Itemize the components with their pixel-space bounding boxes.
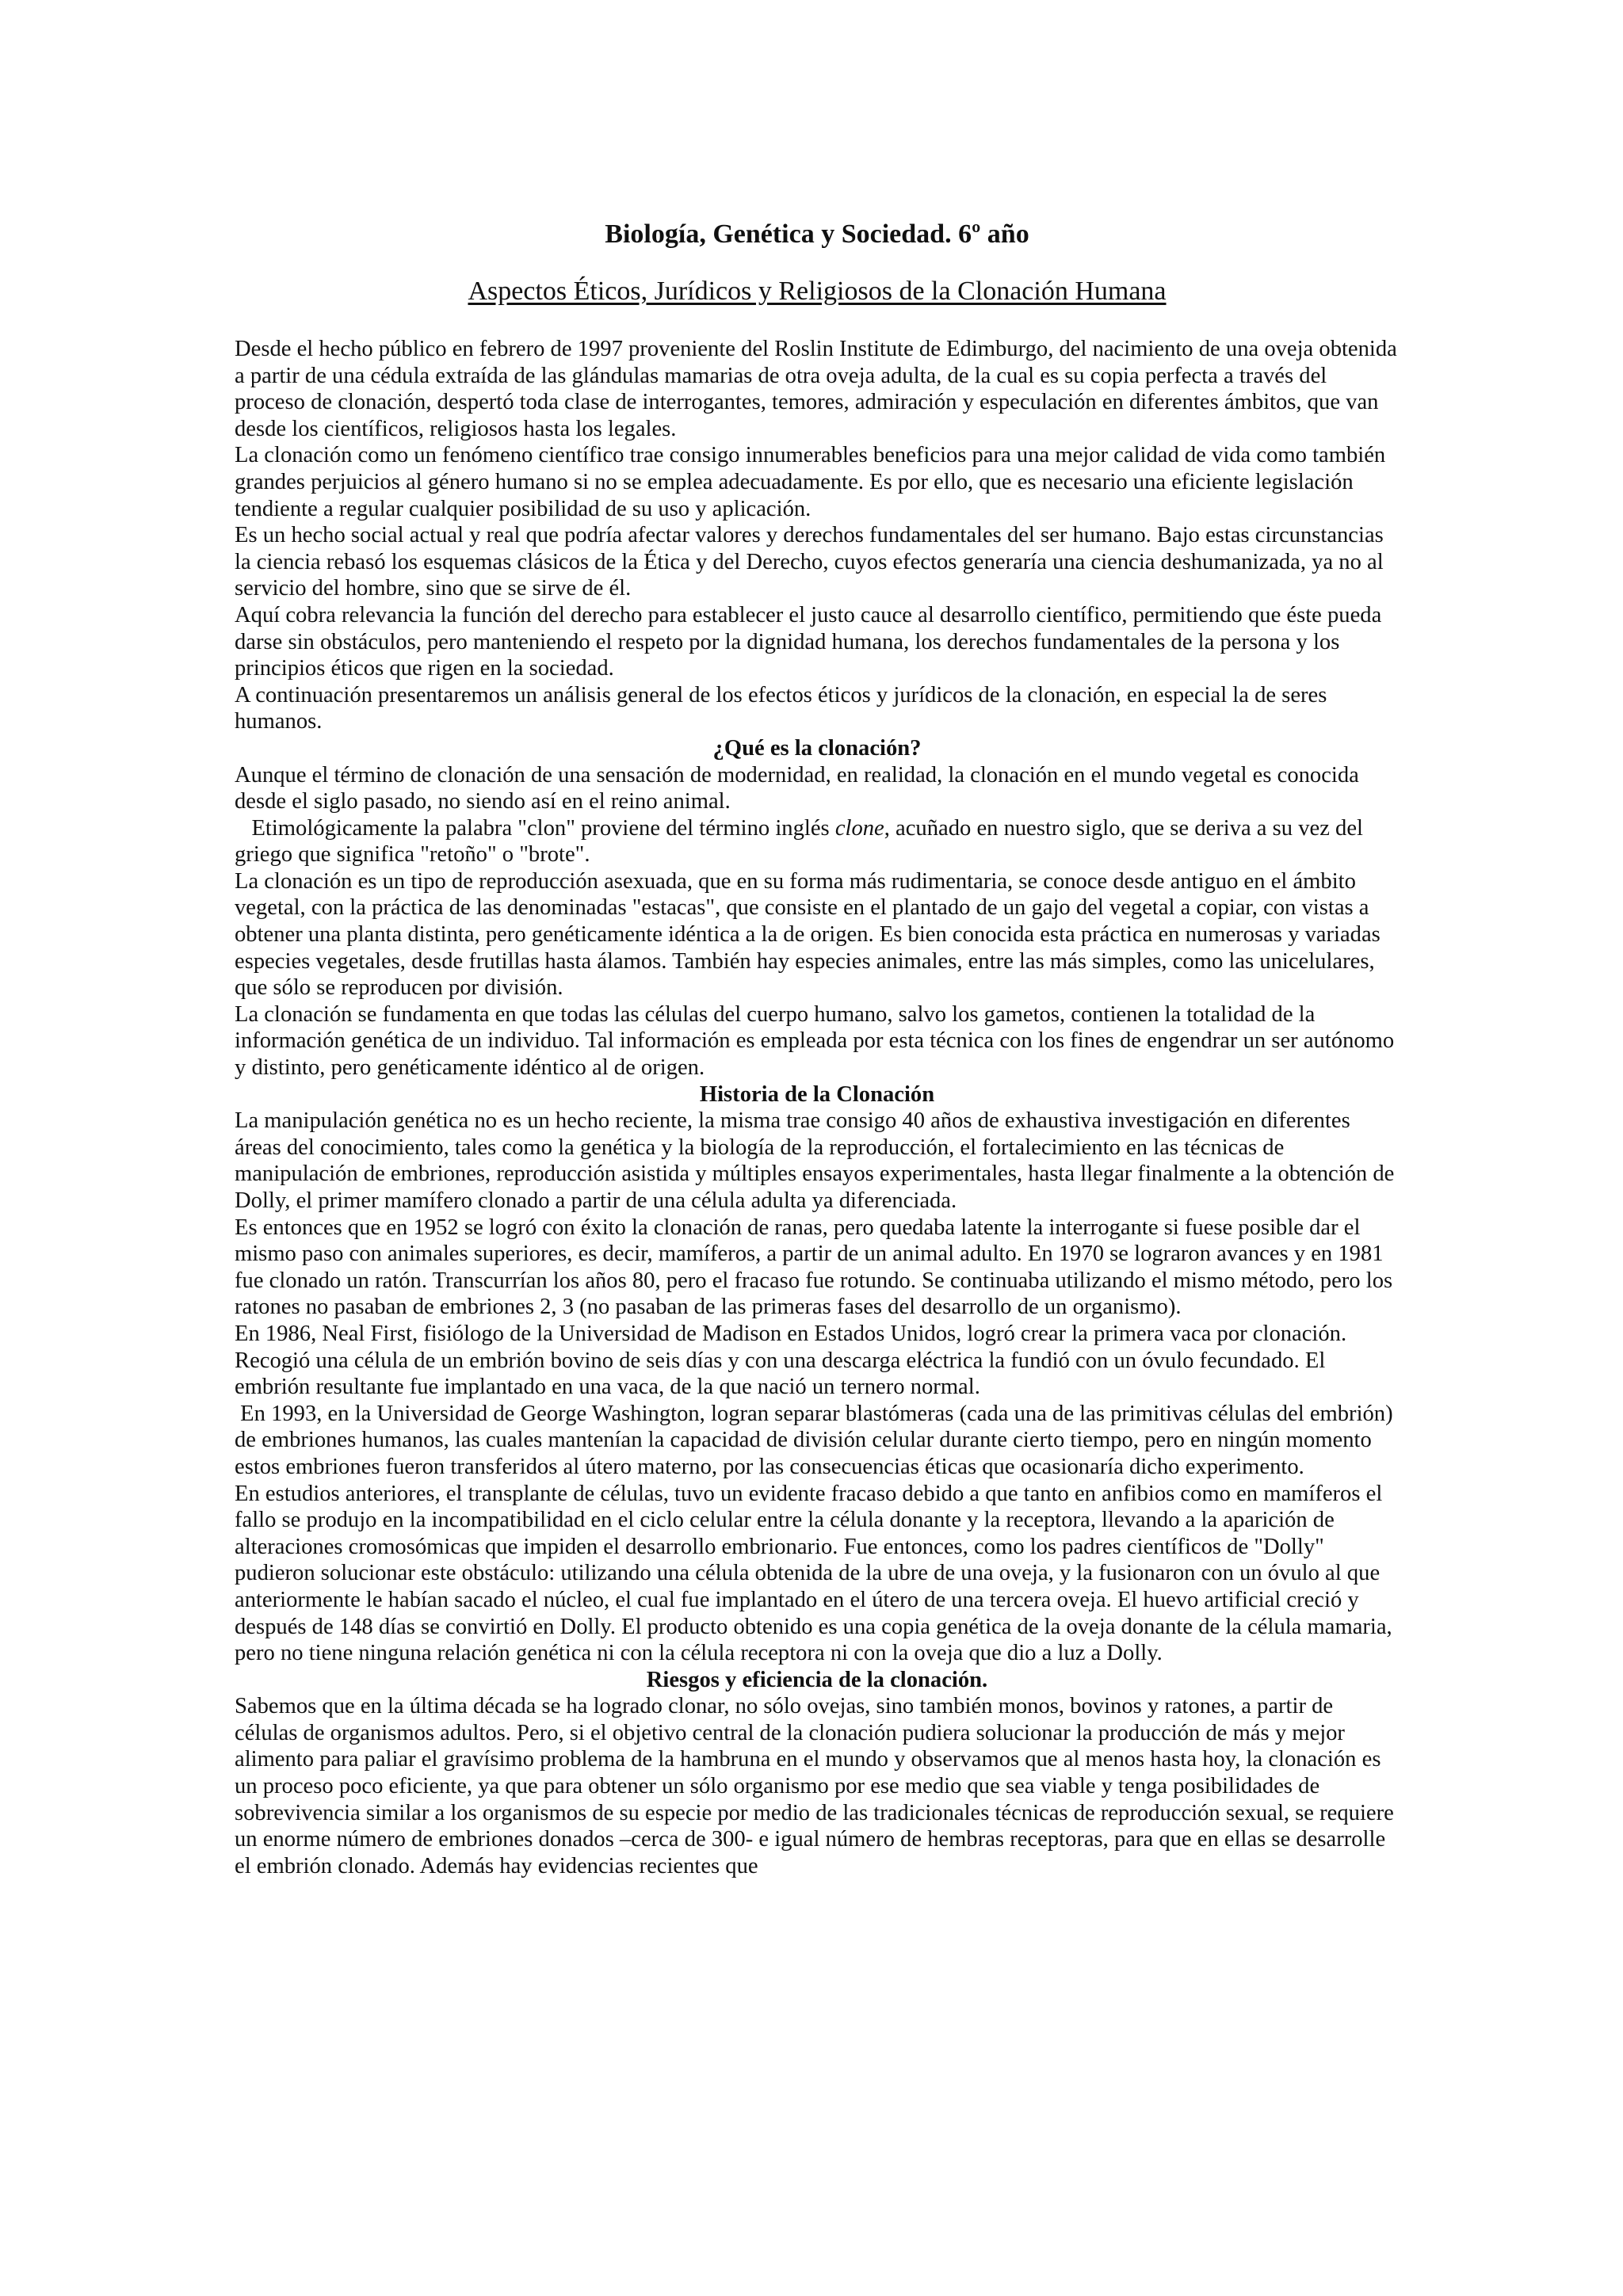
paragraph: Es un hecho social actual y real que podría afectar valores y derechos fundamentales del ser humano. Bajo estas circunstancias la ciencia rebasó los esquemas clásicos de la Ética y del Derecho, cuyos efectos generaría una ciencia deshumanizada, ya no al servicio del hombre, sino que se sirve de él. <box>235 523 1384 601</box>
paragraph: En 1993, en la Universidad de George Washington, logran separar blastómeras (cada una de las primitivas células del embrión) de embriones humanos, las cuales mantenían la capacidad de división celular durante cierto tiempo, pero en ningún momento estos embriones fueron transferidos al útero materno, por las consecuencias éticas que ocasionaría dicho experimento. <box>235 1401 1399 1479</box>
paragraph-text: , acuñado en nuestro siglo, que se deriva a su vez del griego que significa "retoño" o "brote". <box>235 815 1363 868</box>
paragraph: La manipulación genética no es un hecho reciente, la misma trae consigo 40 años de exhaustiva investigación en diferentes áreas del conocimiento, tales como la genética y la biología de la reproducción, el fortalecimiento en las técnicas de manipulación de embriones, reproducción asistida y múltiples ensayos experimentales, hasta llegar finalmente a la obtención de Dolly, el primer mamífero clonado a partir de una célula adulta ya diferenciada. <box>235 1108 1395 1213</box>
paragraph: Aquí cobra relevancia la función del derecho para establecer el justo cauce al desarrollo científico, permitiendo que éste pueda darse sin obstáculos, pero manteniendo el respeto por la dignidad humana, los derechos fundamentales de la persona y los principios éticos que rigen en la sociedad. <box>235 602 1382 681</box>
document-subtitle: Aspectos Éticos, Jurídicos y Religiosos de la Clonación Humana <box>468 277 1167 306</box>
section-heading-que-es: ¿Qué es la clonación? <box>712 735 922 761</box>
italic-term: clone <box>834 815 884 841</box>
paragraph: Aunque el término de clonación de una sensación de modernidad, en realidad, la clonación en el mundo vegetal es conocida desde el siglo pasado, no siendo así en el reino animal. <box>235 762 1359 814</box>
paragraph: La clonación es un tipo de reproducción asexuada, que en su forma más rudimentaria, se conoce desde antiguo en el ámbito vegetal, con la práctica de las denominadas "estacas", que consiste en el plantado de un gajo del vegetal a copiar, con vistas a obtener una planta distinta, pero genéticamente idéntica a la de origen. Es bien conocida esta práctica en numerosas y variadas especies vegetales, desde frutillas hasta álamos. También hay especies animales, entre las más simples, como las unicelulares, que sólo se reproducen por división. <box>235 868 1381 1001</box>
section-heading-historia: Historia de la Clonación <box>699 1081 935 1107</box>
paragraph: Desde el hecho público en febrero de 1997 proveniente del Roslin Institute de Edimburgo, del nacimiento de una oveja obtenida a partir de una cédula extraída de las glándulas mamarias de otra oveja adulta, de la cual es su copia perfecta a través del proceso de clonación, despertó toda clase de interrogantes, temores, admiración y especulación en diferentes ámbitos, que van desde los científicos, religiosos hasta los legales. <box>235 337 1397 441</box>
paragraph: A continuación presentaremos un análisis general de los efectos éticos y jurídicos de la clonación, en especial la de seres humanos. <box>235 682 1327 734</box>
document-title: Biología, Genética y Sociedad. 6º año <box>605 219 1029 249</box>
paragraph-etymology <box>235 815 1400 868</box>
paragraph: En estudios anteriores, el transplante de células, tuvo un evidente fracaso debido a que tanto en anfibios como en mamíferos el fallo se produjo en la incompatibilidad en el ciclo celular entre la célula donante y la receptora, llevando a la aparición de alteraciones cromosómicas que impiden el desarrollo embrionario. Fue entonces, como los padres científicos de "Dolly" pudieron solucionar este obstáculo: utilizando una célula obtenida de la ubre de una oveja, y la fusionaron con un óvulo al que anteriormente le habían sacado el núcleo, el cual fue implantado en el útero de una tercera oveja. El huevo artificial creció y después de 148 días se convirtió en Dolly. El producto obtenido es una copia genética de la oveja donante de la célula mamaria, pero no tiene ninguna relación genética ni con la célula receptora ni con la oveja que dio a luz a Dolly. <box>235 1481 1392 1666</box>
paragraph: La clonación como un fenómeno científico trae consigo innumerables beneficios para una mejor calidad de vida como también grandes perjuicios al género humano si no se emplea adecuadamente. Es por ello, que es necesario una eficiente legislación tendiente a regular cualquier posibilidad de su uso y aplicación. <box>235 443 1386 521</box>
section-heading-riesgos: Riesgos y eficiencia de la clonación. <box>646 1667 988 1692</box>
paragraph: En 1986, Neal First, fisiólogo de la Universidad de Madison en Estados Unidos, logró crear la primera vaca por clonación. Recogió una célula de un embrión bovino de seis días y con una descarga eléctrica la fundió con un óvulo fecundado. El embrión resultante fue implantado en una vaca, de la que nació un ternero normal. <box>235 1321 1347 1400</box>
paragraph: La clonación se fundamenta en que todas las células del cuerpo humano, salvo los gametos, contienen la totalidad de la información genética de un individuo. Tal información es empleada por esta técnica con los fines de engendrar un ser autónomo y distinto, pero genéticamente idéntico al de origen. <box>235 1001 1395 1081</box>
paragraph: Es entonces que en 1952 se logró con éxito la clonación de ranas, pero quedaba latente la interrogante si fuese posible dar el mismo paso con animales superiores, es decir, mamíferos, a partir de un animal adulto. En 1970 se lograron avances y en 1981 fue clonado un ratón. Transcurrían los años 80, pero el fracaso fue rotundo. Se continuaba utilizando el mismo método, pero los ratones no pasaban de embriones 2, 3 (no pasaban de las primeras fases del desarrollo de un organismo). <box>235 1215 1393 1320</box>
paragraph: Sabemos que en la última década se ha logrado clonar, no sólo ovejas, sino también monos, bovinos y ratones, a partir de células de organismos adultos. Pero, si el objetivo central de la clonación pudiera solucionar la producción de más y mejor alimento para paliar el gravísimo problema de la hambruna en el mundo y observamos que al menos hasta hoy, la clonación es un proceso poco eficiente, ya que para obtener un sólo organismo por ese medio que sea viable y tenga posibilidades de sobrevivencia similar a los organismos de su especie por medio de las tradicionales técnicas de reproducción sexual, se requiere un enorme número de embriones donados –cerca de 300- e igual número de hembras receptoras, para que en ellas se desarrolle el embrión clonado. Además hay evidencias recientes que <box>235 1694 1394 1878</box>
document-page <box>235 219 1400 1879</box>
paragraph-text: Etimológicamente la palabra "clon" proviene del término inglés <box>251 815 835 841</box>
